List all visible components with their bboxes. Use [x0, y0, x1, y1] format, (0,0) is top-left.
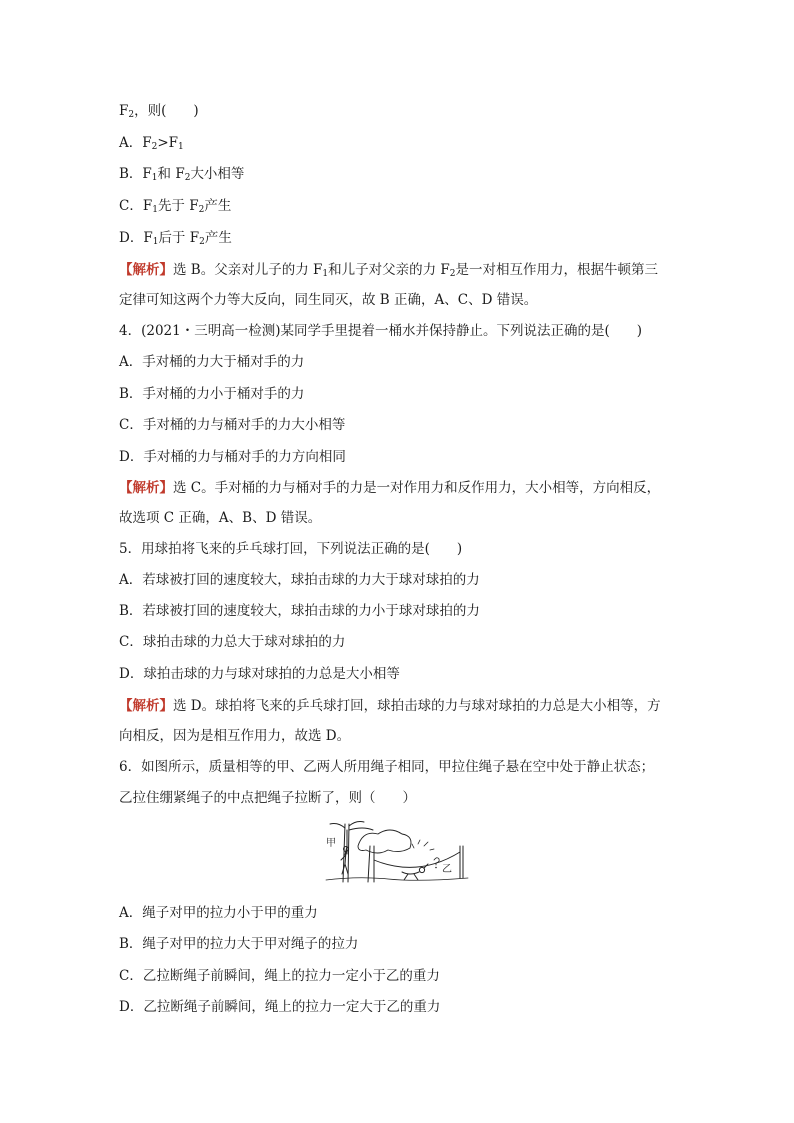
analysis-tag: 【解析】: [119, 262, 173, 278]
q6-option-d: D．乙拉断绳子前瞬间，绳上的拉力一定大于乙的重力: [119, 999, 441, 1015]
q6-option-c: C．乙拉断绳子前瞬间，绳上的拉力一定小于乙的重力: [119, 968, 440, 984]
q6-option-a: A．绳子对甲的拉力小于甲的重力: [119, 905, 318, 921]
q4-stem: 4．(2021・三明高一检测)某同学手里提着一桶水并保持静止。下列说法正确的是( ): [119, 323, 643, 339]
q5-option-d: D．球拍击球的力与球对球拍的力总是大小相等: [119, 666, 400, 682]
q5-option-c: C．球拍击球的力总大于球对球拍的力: [119, 634, 346, 650]
q5-option-a: A．若球被打回的速度较大，球拍击球的力大于球对球拍的力: [119, 572, 480, 588]
q4-option-d: D．手对桶的力与桶对手的力方向相同: [119, 449, 346, 465]
q3-option-d: D．$F_1$后于 $F_2$产生: [119, 230, 232, 247]
label-jia: 甲: [326, 838, 336, 849]
q6-figure: [318, 816, 478, 890]
q6-option-b: B．绳子对甲的拉力大于甲对绳子的拉力: [119, 936, 359, 952]
q5-analysis-cont: 向相反，因为是相互作用力，故选 D。: [119, 728, 351, 744]
q3-option-b: B．$F_1$和 $F_2$大小相等: [119, 166, 245, 183]
q4-option-a: A．手对桶的力大于桶对手的力: [119, 354, 305, 370]
q4-analysis-cont: 故选项 C 正确，A、B、D 错误。: [119, 510, 322, 526]
q6-stem-cont: 乙拉住绷紧绳子的中点把绳子拉断了，则（ ）: [119, 790, 416, 806]
q6-stem: 6．如图所示，质量相等的甲、乙两人所用绳子相同，甲拉住绳子悬在空中处于静止状态；: [119, 759, 655, 775]
q5-option-b: B．若球被打回的速度较大，球拍击球的力小于球对球拍的力: [119, 603, 480, 619]
analysis-tag: 【解析】: [119, 480, 173, 496]
q3-option-a: A．$F_2>F_1$: [119, 135, 184, 152]
q5-analysis: 【解析】选 D。球拍将飞来的乒乓球打回，球拍击球的力与球对球拍的力总是大小相等，方: [119, 698, 661, 714]
analysis-tag: 【解析】: [119, 698, 173, 714]
q5-stem: 5．用球拍将飞来的乒乓球打回，下列说法正确的是( ): [119, 541, 463, 557]
q3-stem-end: $F_2$，则( ): [119, 103, 199, 120]
q3-option-c: C．$F_1$先于 $F_2$产生: [119, 198, 232, 215]
q3-analysis: 【解析】选 B。父亲对儿子的力 $F_1$和儿子对父亲的力 $F_2$是一对相互作用力，根据牛顿第三: [119, 262, 659, 279]
q4-option-b: B．手对桶的力小于桶对手的力: [119, 386, 305, 402]
q4-option-c: C．手对桶的力与桶对手的力大小相等: [119, 417, 346, 433]
tree-rope-illustration: [318, 816, 478, 890]
q3-analysis-cont: 定律可知这两个力等大反向，同生同灭，故 B 正确，A、C、D 错误。: [119, 292, 538, 308]
label-yi: 乙: [442, 864, 452, 875]
q4-analysis: 【解析】选 C。手对桶的力与桶对手的力是一对作用力和反作用力，大小相等，方向相反，: [119, 480, 661, 496]
